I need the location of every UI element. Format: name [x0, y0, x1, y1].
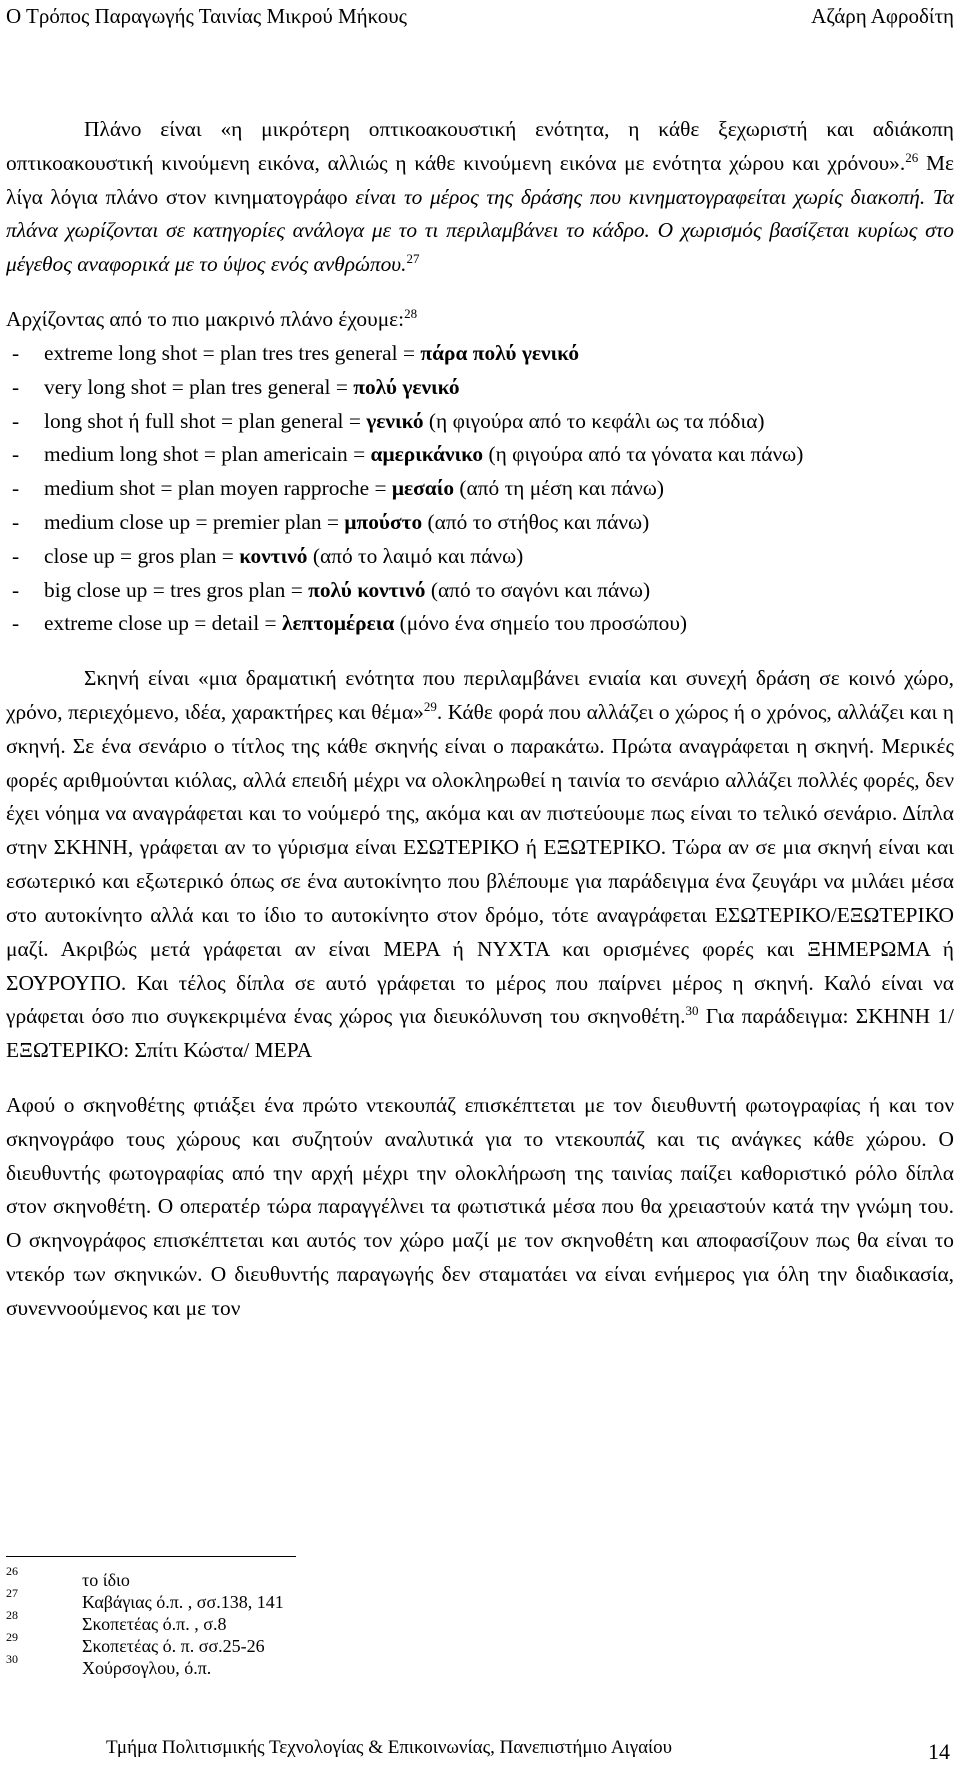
header-title: Ο Τρόπος Παραγωγής Ταινίας Μικρού Μήκους: [6, 4, 407, 28]
footnote-number: 29: [6, 1630, 18, 1644]
list-dash: -: [12, 442, 20, 467]
list-item-note: (η φιγούρα από τα γόνατα και πάνω): [483, 442, 804, 467]
footnote-ref-30: 30: [685, 1003, 699, 1019]
list-item-text: medium close up = premier plan =: [44, 509, 345, 534]
list-item: [6, 540, 954, 574]
paragraph-shot-definition: [6, 113, 954, 282]
list-dash: -: [12, 577, 20, 602]
list-dash: -: [12, 543, 20, 568]
shot-list-intro-text: Αρχίζοντας από το πιο μακρινό πλάνο έχουμε:: [6, 307, 405, 332]
list-item: [6, 607, 954, 641]
list-dash: -: [12, 509, 20, 534]
list-item: [6, 574, 954, 608]
list-item-note: (μόνο ένα σημείο του προσώπου): [394, 611, 688, 636]
list-item-term: πολύ κοντινό: [308, 577, 426, 602]
scene-definition-text: . Κάθε φορά που αλλάζει ο χώρος ή ο χρόνος, αλλάζει και η σκηνή. Σε ένα σενάριο ο τίτλος της κάθε σκηνής είναι ο παρακάτω. Πρώτα αναγράφεται η σκηνή. Μερικές φορές αριθμούνται κιόλας, αλλά επειδή μέχρι να ολοκληρωθεί η ταινία το σενάριο αλλάζει πολλές φορές, δεν έχει νόημα να αναγράφεται και το νούμερό της, ακόμα και αν πιστεύουμε πως είναι το τελικό σενάριο. Δίπλα στην ΣΚΗΝΗ, γράφεται αν το γύρισμα είναι ΕΣΩΤΕΡΙΚΟ ή ΕΞΩΤΕΡΙΚΟ. Τώρα αν σε μια σκηνή είναι και εσωτερικό και εξωτερικό όπως σε ένα αυτοκίνητο που βλέπουμε για παράδειγμα ένα ζευγάρι να μιλάει μέσα στο αυτοκίνητο αλλά και το ίδιο το αυτοκίνητο στον δρόμο, τότε αναγράφεται ΕΣΩΤΕΡΙΚΟ/ΕΞΩΤΕΡΙΚΟ μαζί. Ακριβώς μετά γράφεται αν είναι ΜΕΡΑ ή ΝΥΧΤΑ και ορισμένες φορές και ΞΗΜΕΡΩΜΑ ή ΣΟΥΡΟΥΠΟ. Και τέλος δίπλα σε αυτό γράφεται το μέρος που παίρνει μέρος η σκηνή. Καλό είναι να γράφεται όσο πιο συγκεκριμένα ένας χώρος για διευκόλυνση του σκηνοθέτη.: [6, 700, 954, 1029]
footnote-text: Χούρσογλου, ό.π.: [82, 1658, 212, 1678]
shot-definition-text: Με λίγα λόγια πλάνο στον κινηματογράφο: [6, 150, 954, 209]
footnote: [6, 1630, 406, 1658]
list-dash: -: [12, 340, 20, 365]
list-item: [6, 506, 954, 540]
list-item-text: long shot ή full shot = plan general =: [44, 408, 367, 433]
list-item-text: medium long shot = plan americain =: [44, 442, 371, 467]
shot-definition-italic: είναι το μέρος της δράσης που κινηματογραφείται χωρίς διακοπή. Τα πλάνα χωρίζονται σε κατηγορίες ανάλογα με το τι περιλαμβάνει το κάδρο. Ο χωρισμός βασίζεται κυρίως στο μέγεθος αναφορικά με το ύψος ενός ανθρώπου.: [6, 184, 954, 277]
footnote-number: 28: [6, 1608, 18, 1622]
footnote-number: 30: [6, 1652, 18, 1666]
list-item-term: λεπτομέρεια: [281, 611, 395, 636]
footnote-number: 26: [6, 1564, 18, 1578]
page-header: [6, 4, 954, 30]
list-item-text: very long shot = plan tres general =: [44, 374, 354, 399]
shot-types-list: [6, 337, 954, 641]
footnote-ref-27: 27: [406, 251, 420, 267]
list-item-term: πάρα πολύ γενικό: [420, 340, 580, 365]
list-item: [6, 337, 954, 371]
list-item-text: close up = gros plan =: [44, 543, 240, 568]
page-body: [6, 113, 954, 1326]
footnote-ref-28: 28: [404, 305, 418, 321]
list-item-term: κοντινό: [239, 543, 308, 568]
scene-example: Για παράδειγμα: ΣΚΗΝΗ 1/ ΕΞΩΤΕΡΙΚΟ: Σπίτι Κώστα/ ΜΕΡΑ: [6, 1004, 954, 1063]
shot-definition-quote: Πλάνο είναι «η μικρότερη οπτικοακουστική ενότητα, η κάθε ξεχωριστή και αδιάκοπη οπτικοακουστική κινούμενη εικόνα, αλλιώς η κάθε κινούμενη εικόνα με ενότητα χώρου και χρόνου».: [6, 117, 954, 175]
list-item-text: extreme long shot = plan tres tres general =: [44, 340, 421, 365]
list-item-text: extreme close up = detail =: [44, 611, 282, 636]
list-item-note: (από τη μέση και πάνω): [454, 476, 665, 501]
shot-list-intro: [6, 303, 954, 337]
list-item-term: μπούστο: [344, 509, 423, 534]
list-dash: -: [12, 374, 20, 399]
list-item-term: πολύ γενικό: [353, 374, 460, 399]
list-item-text: medium shot = plan moyen rapproche =: [44, 476, 392, 501]
list-item-term: μεσαίο: [391, 476, 455, 501]
list-item: [6, 472, 954, 506]
footnote: [6, 1652, 406, 1680]
footnote-text: Καβάγιας ό.π. , σσ.138, 141: [82, 1592, 284, 1612]
footnotes: [6, 1564, 406, 1680]
list-item-note: (από το στήθος και πάνω): [422, 509, 650, 534]
list-item: [6, 438, 954, 472]
paragraph-scene-definition: [6, 662, 954, 1068]
list-item-note: (από το λαιμό και πάνω): [307, 543, 524, 568]
list-item-note: (η φιγούρα από το κεφάλι ως τα πόδια): [423, 408, 765, 433]
footnote-number: 27: [6, 1586, 18, 1600]
list-dash: -: [12, 408, 20, 433]
list-item: [6, 371, 954, 405]
list-item-term: γενικό: [366, 408, 424, 433]
list-item-note: (από το σαγόνι και πάνω): [425, 577, 651, 602]
footnote: [6, 1586, 406, 1614]
footer-institution: Τμήμα Πολιτισμικής Τεχνολογίας & Επικοινωνίας, Πανεπιστήμιο Αιγαίου: [106, 1737, 673, 1758]
list-dash: -: [12, 611, 20, 636]
list-item-term: αμερικάνικο: [370, 442, 484, 467]
footnote-text: το ίδιο: [82, 1570, 130, 1590]
footnote-ref-26: 26: [905, 149, 919, 165]
footnote-text: Σκοπετέας ό. π. σσ.25-26: [82, 1636, 265, 1656]
footnote-text: Σκοπετέας ό.π. , σ.8: [82, 1614, 227, 1634]
header-author: Αζάρη Αφροδίτη: [811, 4, 954, 28]
list-item-text: big close up = tres gros plan =: [44, 577, 309, 602]
list-item: [6, 405, 954, 439]
footnote: [6, 1564, 406, 1592]
page-number: 14: [928, 1739, 950, 1764]
footnote-separator: [6, 1556, 296, 1557]
scene-definition-quote: Σκηνή είναι «μια δραματική ενότητα που περιλαμβάνει ενιαία και συνεχή δράση σε κοινό χώρο, χρόνο, περιεχόμενο, ιδέα, χαρακτήρες και θέμα»: [6, 666, 954, 724]
footnote: [6, 1608, 406, 1636]
list-dash: -: [12, 476, 20, 501]
footnote-ref-29: 29: [423, 698, 437, 714]
paragraph-director-process: Αφού ο σκηνοθέτης φτιάξει ένα πρώτο ντεκουπάζ επισκέπτεται με τον διευθυντή φωτογραφίας ή και τον σκηνογράφο τους χώρους και συζητούν αναλυτικά για το ντεκουπάζ και τις ανάγκες κάθε χώρου. Ο διευθυντής φωτογραφίας από την αρχή μέχρι την ολοκλήρωση της ταινίας παίζει καθοριστικό ρόλο δίπλα στον σκηνοθέτη. Ο οπερατέρ τώρα παραγγέλνει τα φωτιστικά μέσα που θα χρειαστούν κατά την γνώμη του. Ο σκηνογράφος επισκέπτεται και αυτός τον χώρο μαζί με τον σκηνοθέτη και αποφασίζουν πως θα είναι το ντεκόρ των σκηνικών. Ο διευθυντής παραγωγής δεν σταματάει να είναι ενήμερος για όλη την διαδικασία, συνεννοούμενος και με τον: [6, 1092, 954, 1320]
